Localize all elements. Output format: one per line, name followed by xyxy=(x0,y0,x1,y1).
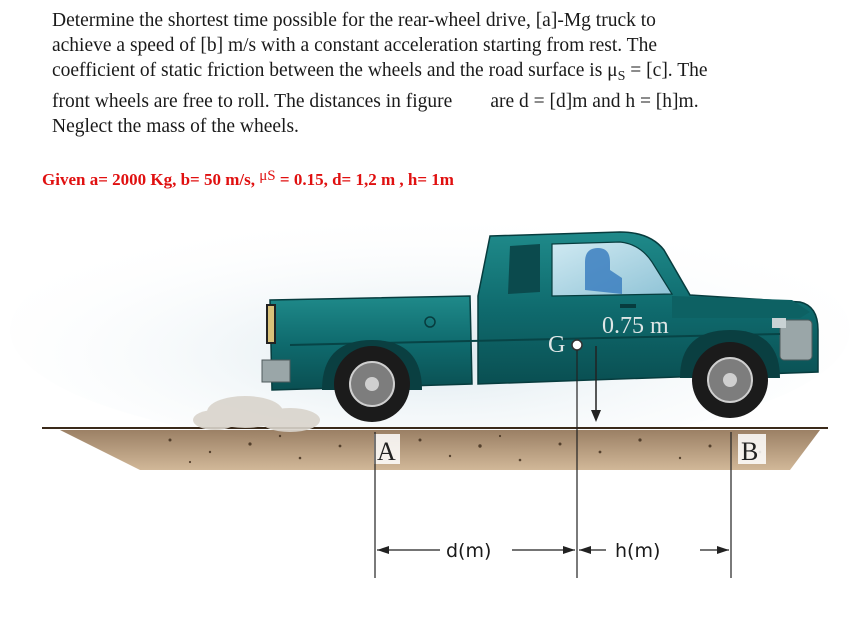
road-ground xyxy=(42,428,828,470)
rear-wheel xyxy=(334,346,410,422)
dimension-h-label: h(m) xyxy=(615,540,661,562)
point-b-marker xyxy=(738,434,766,466)
dimension-h xyxy=(579,540,729,562)
given-part-1: Given a= 2000 Kg, b= 50 m/s, xyxy=(42,170,260,189)
point-a-marker xyxy=(374,434,400,466)
point-a-label: A xyxy=(377,437,396,466)
given-mu-symbol: μS xyxy=(259,168,276,184)
front-wheel xyxy=(692,342,768,418)
problem-line-2: achieve a speed of [b] m/s with a constant acceleration starting from rest. The xyxy=(52,35,657,56)
given-part-2: = 0.15, d= 1,2 m , h= 1m xyxy=(275,170,454,189)
problem-line-1: Determine the shortest time possible for the rear-wheel drive, [a]-Mg truck to xyxy=(52,10,656,31)
mu-subscript: S xyxy=(617,69,626,84)
problem-line-4-text: front wheels are free to roll. The distances in figure xyxy=(52,91,453,112)
problem-line-4-end: are d = [d]m and h = [h]m. xyxy=(490,91,699,112)
center-g-label: G xyxy=(548,332,566,358)
height-label: 0.75 m xyxy=(602,313,669,339)
problem-line-3-end: = [c]. The xyxy=(625,60,708,81)
dimension-d-label: d(m) xyxy=(446,540,492,562)
problem-line-5: Neglect the mass of the wheels. xyxy=(52,116,299,137)
point-b-label: B xyxy=(741,437,759,466)
problem-line-3-text: coefficient of static friction between the wheels and the road surface is μ xyxy=(52,60,618,81)
dimension-d xyxy=(377,540,575,562)
